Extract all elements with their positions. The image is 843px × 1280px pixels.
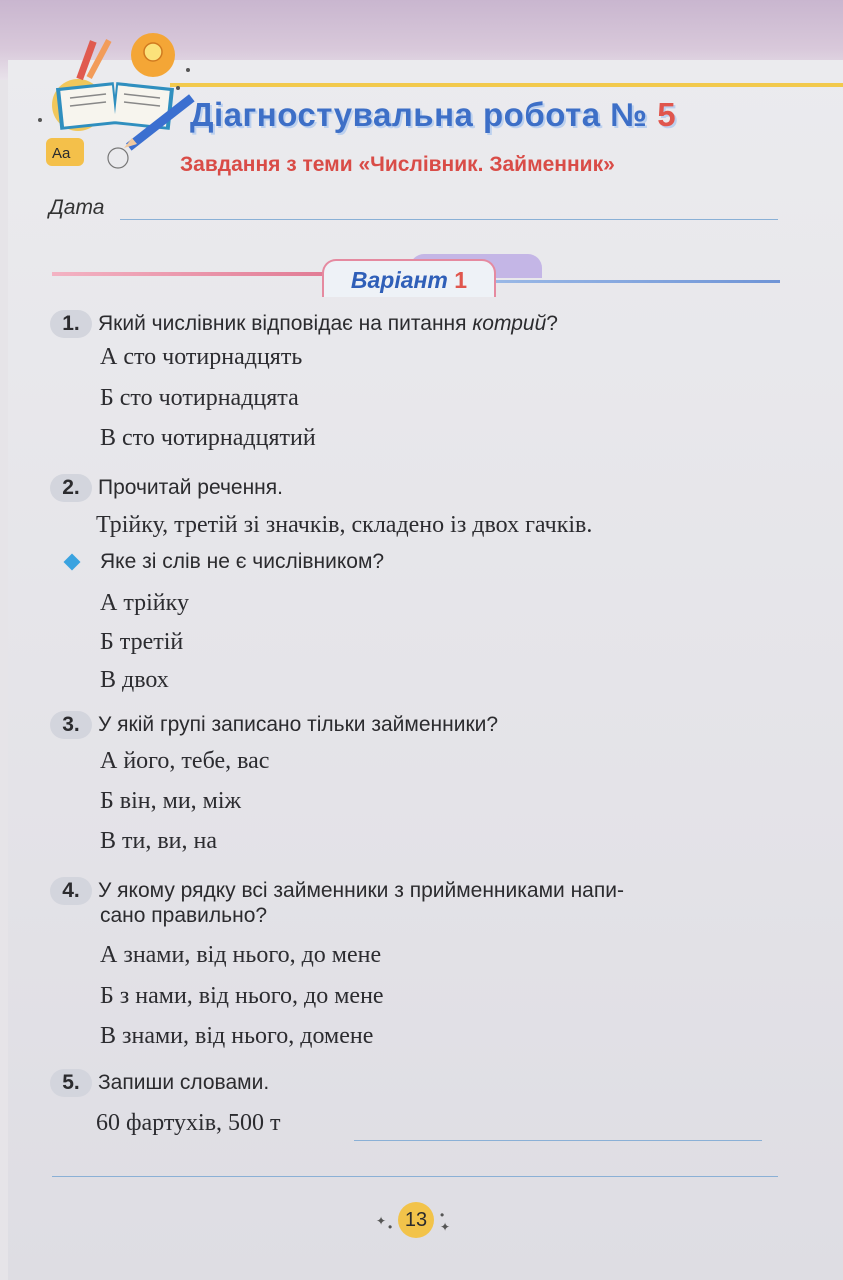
write-prompt: 60 фартухів, 500 т xyxy=(96,1110,281,1136)
question-2 xyxy=(50,474,283,502)
answer-option-b[interactable]: Б третій xyxy=(100,629,184,655)
question-text: У якому рядку всі займенники з прийменниками напи- xyxy=(98,879,624,902)
question-text-italic: котрий xyxy=(472,312,547,335)
dot-icon: • xyxy=(388,1220,393,1234)
question-3 xyxy=(50,711,498,739)
date-label: Дата xyxy=(49,196,105,219)
question-number: 1. xyxy=(50,310,92,338)
page-subtitle: Завдання з теми «Числівник. Займенник» xyxy=(180,153,615,176)
date-field-line[interactable] xyxy=(120,219,778,220)
question-text-end: ? xyxy=(546,312,558,335)
answer-option-a[interactable]: А його, тебе, вас xyxy=(100,748,270,774)
title-number: 5 xyxy=(657,96,677,133)
question-4 xyxy=(50,877,624,905)
answer-option-b[interactable]: Б сто чотирнадцята xyxy=(100,385,299,411)
question-text: Який числівник відповідає на питання xyxy=(98,312,473,335)
question-text: У якій групі записано тільки займенники? xyxy=(98,713,499,736)
question-number: 2. xyxy=(50,474,92,502)
variant-rule-right xyxy=(495,280,780,283)
page-title xyxy=(190,96,676,134)
answer-option-c[interactable]: В двох xyxy=(100,667,169,693)
answer-option-a[interactable]: А знами, від нього, до мене xyxy=(100,942,382,968)
answer-line[interactable] xyxy=(354,1140,762,1141)
header-rule xyxy=(170,83,843,87)
question-number: 4. xyxy=(50,877,92,905)
question-number: 5. xyxy=(50,1069,92,1097)
question-text: Прочитай речення. xyxy=(98,476,283,499)
question-text: Запиши словами. xyxy=(98,1071,270,1094)
answer-option-a[interactable]: А трійку xyxy=(100,590,189,616)
variant-label: Варіант xyxy=(350,267,448,293)
variant-number: 1 xyxy=(454,267,468,293)
question-1 xyxy=(50,310,558,338)
page-number-badge xyxy=(372,1200,462,1240)
page-number: 13 xyxy=(398,1202,434,1238)
answer-option-b[interactable]: Б з нами, від нього, до мене xyxy=(100,983,384,1009)
reading-sentence: Трійку, третій зі значків, складено із двох гачків. xyxy=(96,512,593,538)
answer-option-b[interactable]: Б він, ми, між xyxy=(100,788,242,814)
title-text: Діагностувальна робота № xyxy=(190,96,648,133)
book-pencil-illustration-icon xyxy=(28,30,198,190)
variant-rule-left xyxy=(52,272,342,276)
answer-option-c[interactable]: В ти, ви, на xyxy=(100,828,218,854)
variant-tab xyxy=(322,259,496,297)
answer-option-c[interactable]: В знами, від нього, домене xyxy=(100,1023,374,1049)
subquestion-text: Яке зі слів не є числівником? xyxy=(100,550,385,573)
question-number: 3. xyxy=(50,711,92,739)
illustration-label: Aa xyxy=(52,145,71,162)
answer-line[interactable] xyxy=(52,1176,778,1177)
answer-option-c[interactable]: В сто чотирнадцятий xyxy=(100,425,316,451)
dot-icon: • xyxy=(440,1208,445,1222)
question-text-continued: сано правильно? xyxy=(100,904,268,927)
sparkle-icon: ✦ xyxy=(376,1214,387,1228)
question-5 xyxy=(50,1069,269,1097)
answer-option-a[interactable]: А сто чотирнадцять xyxy=(100,344,303,370)
sparkle-icon: ✦ xyxy=(440,1220,451,1234)
